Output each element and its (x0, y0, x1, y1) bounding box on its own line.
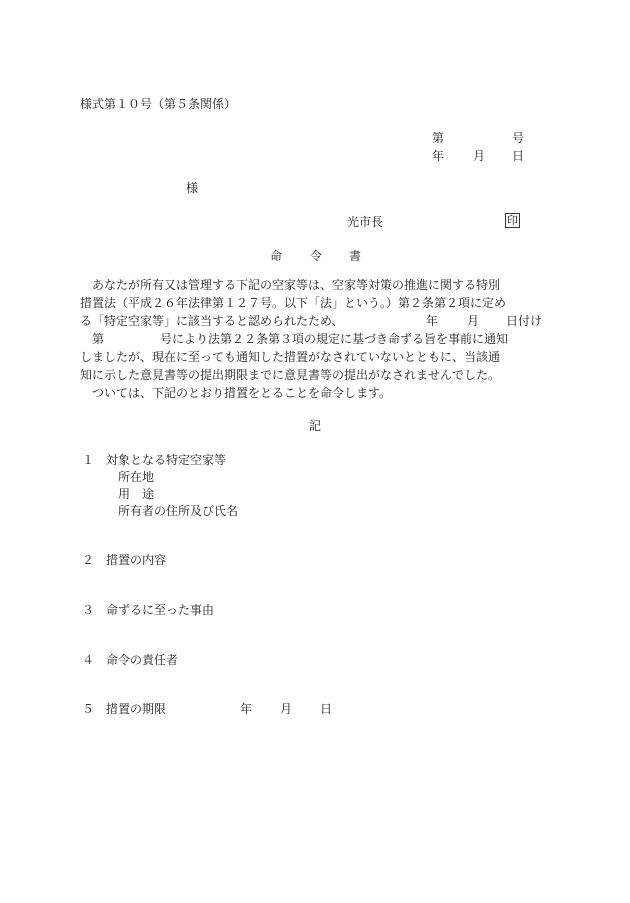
body-line-4 (80, 330, 550, 348)
body-line-3 (80, 312, 550, 330)
body-line-7: ついては、下記のとおり措置をとることを命令します。 (92, 386, 392, 400)
body-line-4-text: 号により法第２２条第３項の規定に基づき命ずる旨を事前に通知 (160, 332, 509, 346)
item-1-sub-owner: 所有者の住所及び氏名 (118, 504, 239, 518)
deadline-hi: 日 (320, 702, 333, 716)
seal-mark: 印 (507, 214, 518, 227)
item-4-number: ４ (82, 653, 95, 667)
item-1-sub-use: 用 途 (118, 487, 155, 501)
form-number: 様式第１０号（第５条関係） (80, 97, 237, 111)
body-paragraph (80, 276, 550, 402)
issuer: 光市長 (347, 215, 384, 229)
deadline-nen: 年 (240, 702, 253, 716)
body-line-1: あなたが所有又は管理する下記の空家等は、空家等対策の推進に関する特別 (92, 278, 501, 292)
title-char-1: 命 (270, 249, 283, 263)
body-inline-tsuki: 月 (467, 314, 480, 328)
title-char-3: 書 (349, 249, 362, 263)
title-char-2: 令 (310, 249, 323, 263)
date-tsuki: 月 (473, 149, 486, 163)
doc-number-go: 号 (512, 131, 525, 145)
item-5-label: 措置の期限 (106, 702, 167, 716)
addressee-suffix: 様 (186, 181, 199, 195)
item-5-number: ５ (82, 702, 95, 716)
body-line-2: 措置法（平成２６年法律第１２７号。以下「法」という。）第２条第２項に定め (80, 296, 507, 310)
ki-label: 記 (309, 419, 322, 433)
item-4-label: 命令の責任者 (106, 653, 179, 667)
deadline-tsuki: 月 (280, 702, 293, 716)
item-1-sub-location: 所在地 (118, 470, 155, 484)
body-inline-hizuke: 日付け (506, 314, 543, 328)
item-1-label: 対象となる特定空家等 (106, 453, 227, 467)
item-3-label: 命ずるに至った事由 (106, 603, 215, 617)
item-2-label: 措置の内容 (106, 553, 167, 567)
body-line-5: しましたが、現在に至っても通知した措置がなされていないとともに、当該通 (80, 350, 501, 364)
body-inline-dai: 第 (92, 332, 105, 346)
item-2-number: ２ (82, 553, 95, 567)
date-nen: 年 (432, 149, 445, 163)
body-line-3-text: る「特定空家等」に該当すると認められたため、 (80, 314, 344, 328)
body-inline-nen: 年 (426, 314, 439, 328)
doc-number-dai: 第 (432, 131, 445, 145)
item-1-number: １ (82, 453, 95, 467)
body-line-6: 知に示した意見書等の提出期限までに意見書等の提出がなされませんでした。 (80, 368, 501, 382)
date-hi: 日 (512, 149, 525, 163)
item-3-number: ３ (82, 603, 95, 617)
